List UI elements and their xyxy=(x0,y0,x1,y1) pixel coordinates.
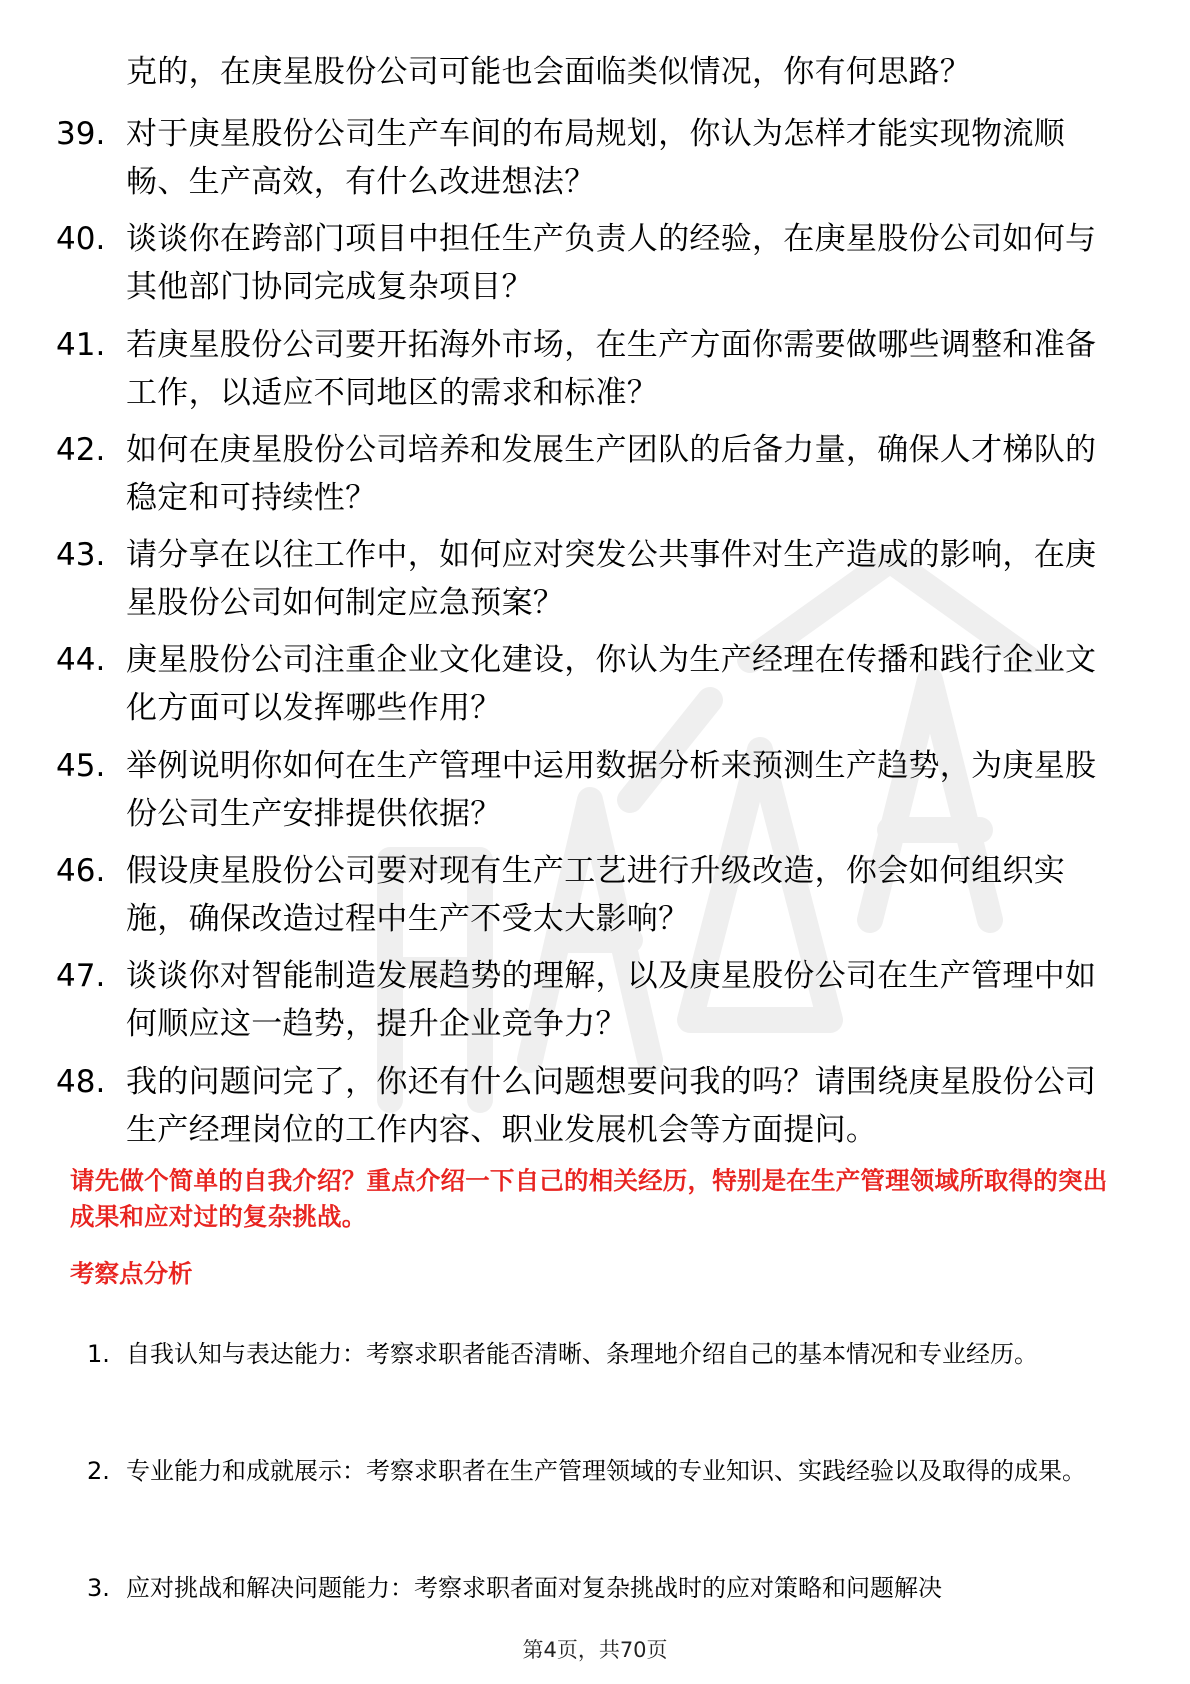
question-number: 43. xyxy=(56,537,106,574)
question-text: 庚星股份公司注重企业文化建设，你认为生产经理在传播和践行企业文化方面可以发挥哪些作用？ xyxy=(126,642,1097,727)
question-item xyxy=(0,110,1190,215)
question-item xyxy=(0,215,1190,320)
analysis-title: 考察点分析 xyxy=(70,1259,193,1288)
question-text: 谈谈你在跨部门项目中担任生产负责人的经验，在庚星股份公司如何与其他部门协同完成复杂项目？ xyxy=(126,221,1097,306)
question-text: 举例说明你如何在生产管理中运用数据分析来预测生产趋势，为庚星股份公司生产安排提供依据？ xyxy=(126,747,1097,832)
analysis-number: 2. xyxy=(87,1457,110,1485)
question-item xyxy=(0,321,1190,426)
highlight-question: 请先做个简单的自我介绍？重点介绍一下自己的相关经历，特别是在生产管理领域所取得的突出成果和应对过的复杂挑战。 xyxy=(70,1166,1108,1231)
question-text: 我的问题问完了，你还有什么问题想要问我的吗？请围绕庚星股份公司生产经理岗位的工作内容、职业发展机会等方面提问。 xyxy=(126,1063,1097,1148)
question-number: 45. xyxy=(56,747,106,784)
question-text: 如何在庚星股份公司培养和发展生产团队的后备力量，确保人才梯队的稳定和可持续性？ xyxy=(126,431,1097,516)
question-list xyxy=(0,110,1190,1163)
question-number: 41. xyxy=(56,326,106,363)
question-item xyxy=(0,531,1190,636)
question-text: 若庚星股份公司要开拓海外市场，在生产方面你需要做哪些调整和准备工作，以适应不同地区的需求和标准？ xyxy=(126,326,1097,411)
question-text: 假设庚星股份公司要对现有生产工艺进行升级改造，你会如何组织实施，确保改造过程中生产不受太大影响？ xyxy=(126,853,1065,938)
question-item xyxy=(0,742,1190,847)
question-item xyxy=(0,1058,1190,1163)
analysis-number: 3. xyxy=(87,1574,110,1602)
question-item xyxy=(0,847,1190,952)
analysis-item xyxy=(0,1325,1190,1442)
question-number: 44. xyxy=(56,642,106,679)
question-number: 48. xyxy=(56,1063,106,1100)
question-text: 请分享在以往工作中，如何应对突发公共事件对生产造成的影响，在庚星股份公司如何制定应急预案？ xyxy=(126,537,1097,622)
analysis-text: 专业能力和成就展示：考察求职者在生产管理领域的专业知识、实践经验以及取得的成果。 xyxy=(126,1457,1086,1485)
question-item xyxy=(0,636,1190,741)
analysis-text: 应对挑战和解决问题能力：考察求职者面对复杂挑战时的应对策略和问题解决 xyxy=(126,1574,942,1602)
question-text: 谈谈你对智能制造发展趋势的理解，以及庚星股份公司在生产管理中如何顺应这一趋势，提升企业竞争力？ xyxy=(126,958,1097,1043)
question-text: 对于庚星股份公司生产车间的布局规划，你认为怎样才能实现物流顺畅、生产高效，有什么改进想法？ xyxy=(126,116,1065,200)
question-number: 40. xyxy=(56,221,106,258)
analysis-text: 自我认知与表达能力：考察求职者能否清晰、条理地介绍自己的基本情况和专业经历。 xyxy=(126,1340,1038,1368)
question-item xyxy=(0,952,1190,1057)
page-footer: 第4页，共70页 xyxy=(522,1638,668,1662)
analysis-item xyxy=(0,1442,1190,1559)
question-number: 47. xyxy=(56,958,106,995)
analysis-number: 1. xyxy=(87,1340,110,1368)
question-number: 42. xyxy=(56,431,106,468)
question-number: 39. xyxy=(56,116,106,152)
analysis-list xyxy=(0,1325,1190,1676)
question-item xyxy=(0,426,1190,531)
question-number: 46. xyxy=(56,853,106,890)
continued-question-line: 克的，在庚星股份公司可能也会面临类似情况，你有何思路？ xyxy=(126,54,972,90)
